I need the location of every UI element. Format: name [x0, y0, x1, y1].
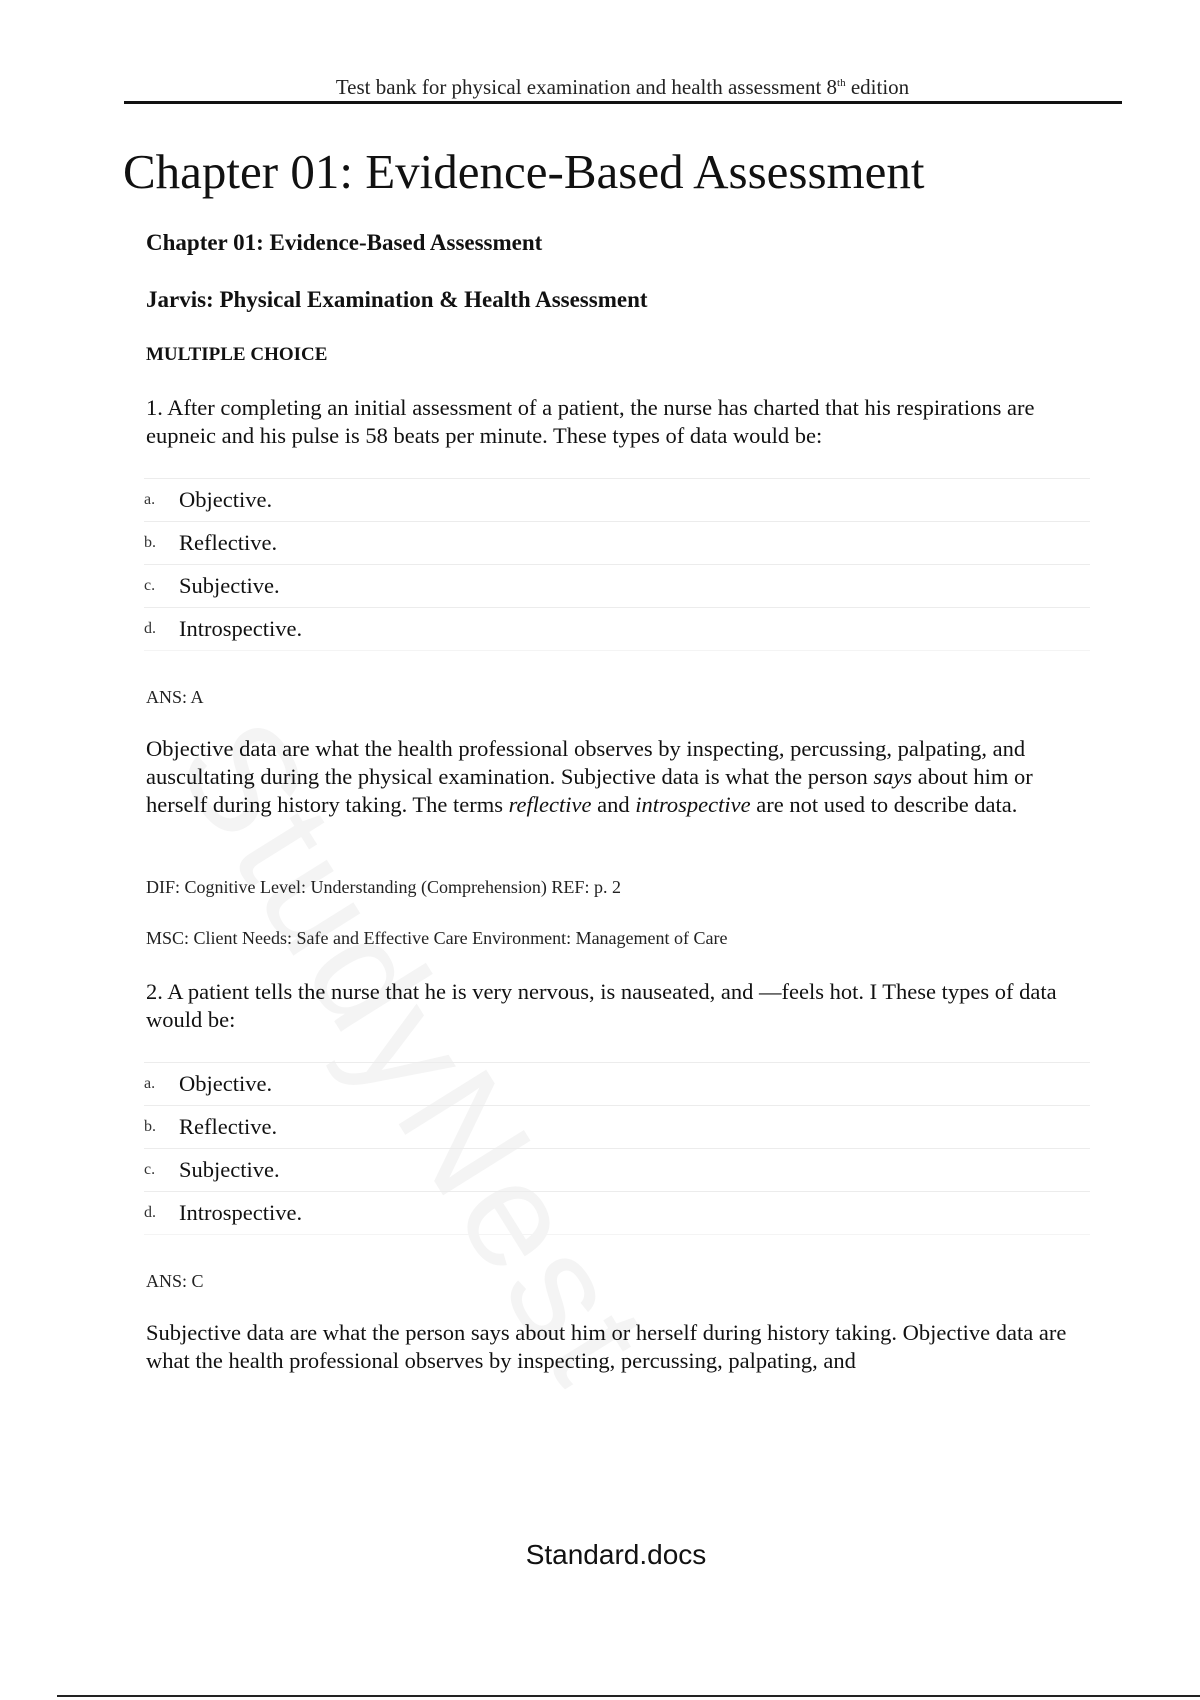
choice-letter: d. [144, 1204, 156, 1221]
choice-letter: c. [144, 577, 156, 594]
running-header-text: Test bank for physical examination and health assessment 8 [335, 75, 838, 99]
rationale-emphasis: introspective [635, 792, 751, 817]
question-1-choices [144, 478, 1090, 651]
book-title: Jarvis: Physical Examination & Health Assessment [146, 287, 648, 312]
choice-item [144, 1148, 1090, 1191]
choice-text: Introspective. [179, 1200, 303, 1225]
question-1-difficulty: DIF: Cognitive Level: Understanding (Comprehension) REF: p. 2 [146, 877, 621, 897]
choice-text: Subjective. [179, 1157, 280, 1182]
choice-text: Reflective. [179, 530, 278, 555]
choice-letter: d. [144, 620, 156, 637]
choice-text: Subjective. [179, 573, 280, 598]
question-1-answer: ANS: A [146, 687, 204, 707]
question-1-msc: MSC: Client Needs: Safe and Effective Care Environment: Management of Care [146, 928, 728, 948]
rationale-text: Objective data are what the health professional observes by inspecting, percussing, palpating, and auscultating during the physical examination. Subjective data is what the person [146, 736, 1026, 789]
choice-item [144, 1062, 1090, 1105]
choice-item [144, 521, 1090, 564]
rationale-text: and [591, 792, 636, 817]
choice-item [144, 1191, 1090, 1235]
running-header-superscript: th [837, 77, 846, 89]
header-rule [124, 101, 1122, 104]
question-2-choices [144, 1062, 1090, 1235]
rationale-text: about him or herself during history taking. The terms [146, 764, 1033, 817]
question-2-stem: 2. A patient tells the nurse that he is very nervous, is nauseated, and —feels hot. I These types of data would be: [146, 979, 1057, 1032]
choice-item [144, 1105, 1090, 1148]
section-heading: MULTIPLE CHOICE [146, 344, 328, 365]
choice-text: Introspective. [179, 616, 303, 641]
choice-text: Objective. [179, 487, 273, 512]
running-header-suffix: edition [845, 75, 910, 99]
choice-item [144, 478, 1090, 521]
choice-letter: a. [144, 1075, 156, 1092]
running-header [125, 72, 1120, 102]
choice-text: Objective. [179, 1071, 273, 1096]
footer-brand: Standard.docs [525, 1539, 707, 1570]
choice-text: Reflective. [179, 1114, 278, 1139]
choice-item [144, 564, 1090, 607]
choice-letter: a. [144, 491, 156, 508]
question-2-rationale: Subjective data are what the person says about him or herself during history taking. Objective data are what the health professional observes by inspecting, percussing, palpating, and [146, 1320, 1067, 1373]
rationale-emphasis: reflective [508, 792, 592, 817]
choice-letter: b. [144, 1118, 156, 1135]
choice-item [144, 607, 1090, 651]
bottom-rule [57, 1695, 1200, 1697]
choice-letter: b. [144, 534, 156, 551]
question-1-stem: 1. After completing an initial assessment of a patient, the nurse has charted that his respirations are eupneic and his pulse is 58 beats per minute. These types of data would be: [146, 395, 1035, 448]
chapter-subtitle: Chapter 01: Evidence-Based Assessment [146, 230, 543, 255]
question-1-rationale [146, 735, 1096, 819]
rationale-emphasis: says [873, 764, 913, 789]
question-2-answer: ANS: C [146, 1271, 204, 1291]
chapter-title: Chapter 01: Evidence-Based Assessment [123, 144, 925, 199]
choice-letter: c. [144, 1161, 156, 1178]
rationale-text: are not used to describe data. [750, 792, 1018, 817]
